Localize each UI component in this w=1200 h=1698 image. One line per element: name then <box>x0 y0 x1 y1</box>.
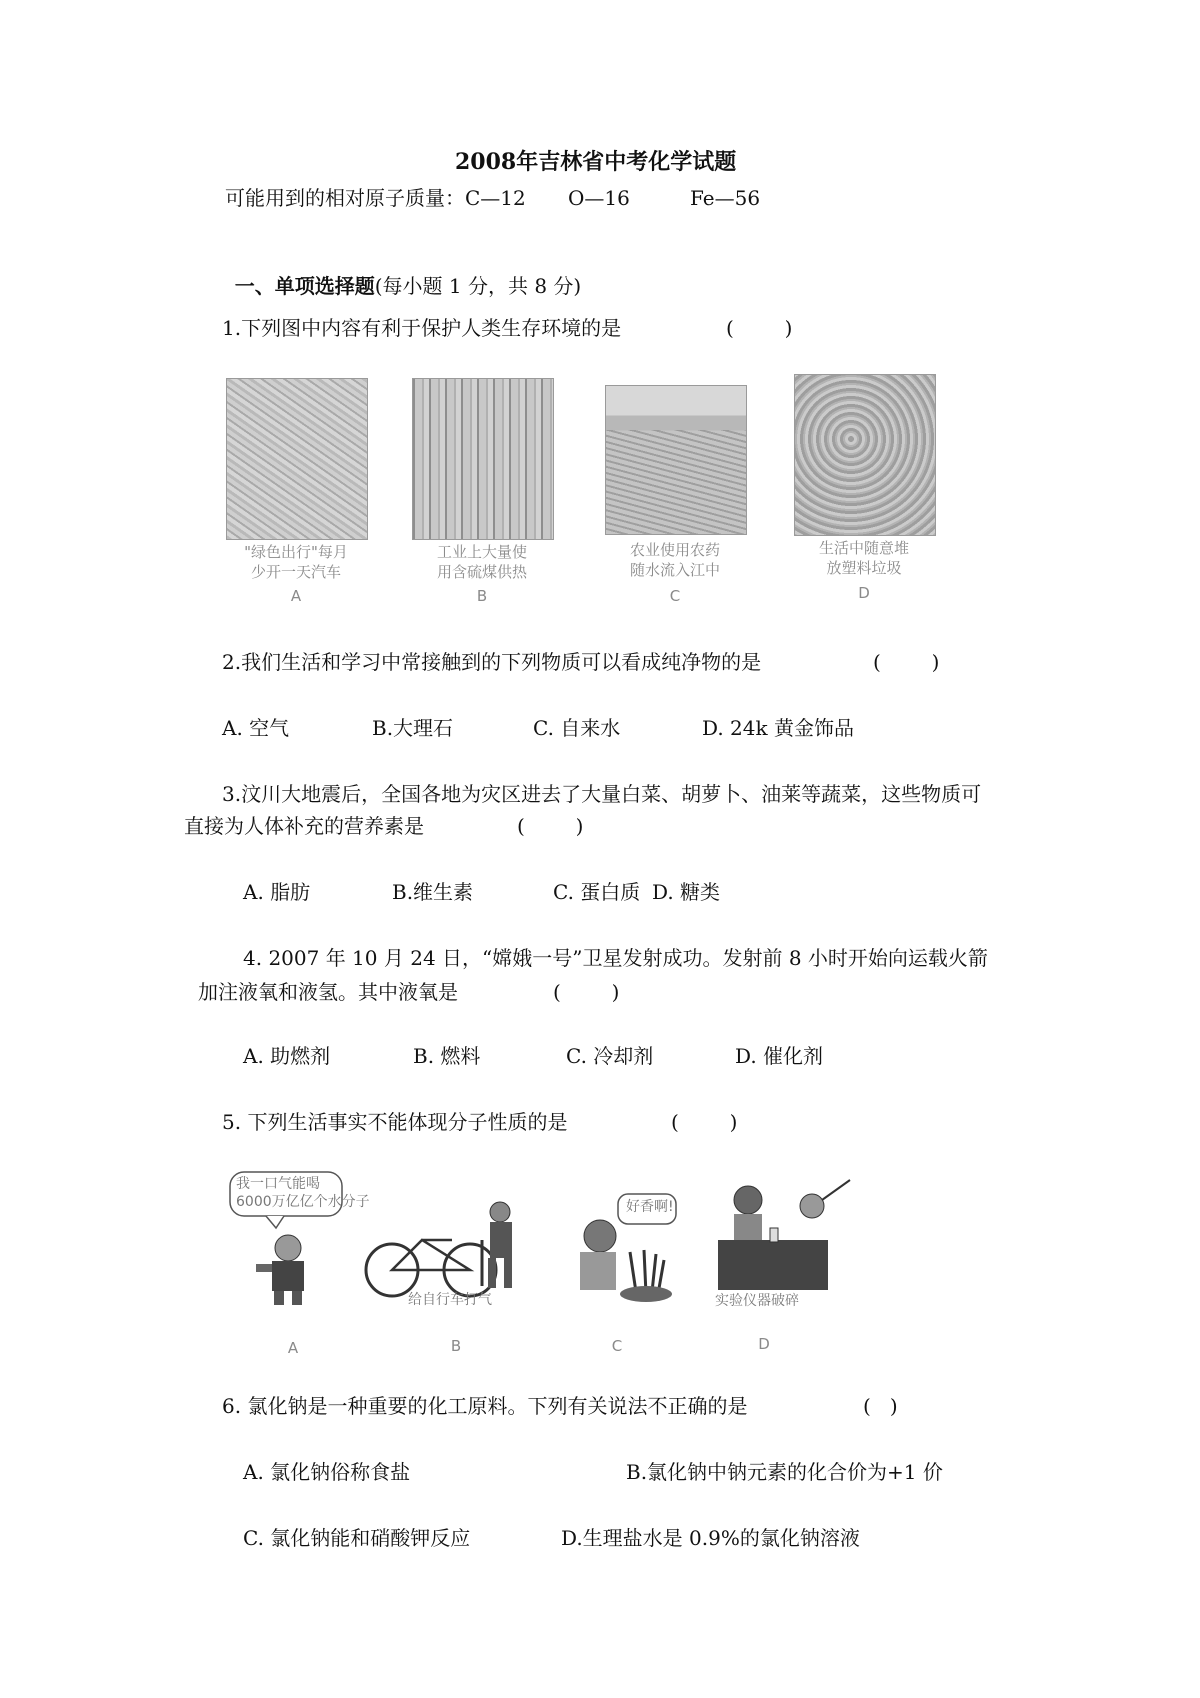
q5-letter-b: B <box>450 1337 462 1355</box>
q1-answer-blank[interactable]: ( ) <box>726 316 793 340</box>
q4-stem-line2: 加注液氧和液氢。其中液氧是 <box>198 980 458 1004</box>
q4-stem-line1: 4. 2007 年 10 月 24 日，“嫦娥一号”卫星发射成功。发射前 8 小时开始向运载火箭 <box>243 946 988 970</box>
section-note: (每小题 1 分，共 8 分) <box>374 274 582 298</box>
q5-caption-d: 实验仪器破碎 <box>715 1293 799 1309</box>
q5-letter-d: D <box>758 1335 770 1353</box>
q1-letter-a: A <box>290 587 302 605</box>
q2-answer-blank[interactable]: ( ) <box>873 650 940 674</box>
atomic-mass-fe: Fe—56 <box>690 186 761 210</box>
q1-image-c <box>605 385 747 535</box>
q6-stem: 6. 氯化钠是一种重要的化工原料。下列有关说法不正确的是 <box>222 1394 748 1418</box>
atomic-mass-label: 可能用到的相对原子质量：C—12 <box>225 186 526 210</box>
q3-option-a[interactable]: A. 脂肪 <box>243 880 311 904</box>
q5-letter-c: C <box>611 1337 623 1355</box>
q1-letter-d: D <box>858 584 870 602</box>
section-title: 一、单项选择题 <box>234 274 375 298</box>
q6-option-a[interactable]: A. 氯化钠俗称食盐 <box>243 1460 411 1484</box>
q1-letter-b: B <box>476 587 488 605</box>
q2-option-d[interactable]: D. 24k 黄金饰品 <box>702 716 854 740</box>
q3-option-d[interactable]: D. 糖类 <box>652 880 721 904</box>
q1-image-a <box>226 378 368 540</box>
q3-answer-blank[interactable]: ( ) <box>517 814 584 838</box>
section-heading <box>222 250 581 298</box>
q5-image-d <box>710 1170 860 1300</box>
q6-option-c[interactable]: C. 氯化钠能和硝酸钾反应 <box>243 1526 471 1550</box>
q5-letter-a: A <box>287 1339 299 1357</box>
q5-stem: 5. 下列生活事实不能体现分子性质的是 <box>222 1110 568 1134</box>
q1-letter-c: C <box>669 587 681 605</box>
q3-option-b[interactable]: B.维生素 <box>392 880 474 904</box>
q4-option-c[interactable]: C. 冷却剂 <box>566 1044 654 1068</box>
q4-option-d[interactable]: D. 催化剂 <box>735 1044 824 1068</box>
q4-answer-blank[interactable]: ( ) <box>553 980 620 1004</box>
q1-caption-b: 工业上大量使 用含硫煤供热 <box>436 543 527 581</box>
q6-option-d[interactable]: D.生理盐水是 0.9%的氯化钠溶液 <box>561 1526 860 1550</box>
q3-option-c[interactable]: C. 蛋白质 <box>553 880 641 904</box>
q4-option-a[interactable]: A. 助燃剂 <box>243 1044 331 1068</box>
atomic-mass-o: O—16 <box>568 186 630 210</box>
q1-caption-d: 生活中随意堆 放塑料垃圾 <box>818 539 909 577</box>
q1-image-d <box>794 374 936 536</box>
q5-bubble-a: 我一口气能喝 6000万亿亿个水分子 <box>236 1176 370 1210</box>
q4-option-b[interactable]: B. 燃料 <box>413 1044 481 1068</box>
q3-stem-line1: 3.汶川大地震后，全国各地为灾区进去了大量白菜、胡萝卜、油莱等蔬菜，这些物质可 <box>222 782 982 806</box>
q1-caption-a: "绿色出行"每月 少开一天汽车 <box>244 543 348 581</box>
q6-option-b[interactable]: B.氯化钠中钠元素的化合价为+1 价 <box>626 1460 943 1484</box>
q1-caption-c: 农业使用农药 随水流入江中 <box>629 541 720 579</box>
q6-answer-blank[interactable]: ( ) <box>863 1394 898 1418</box>
q5-bubble-c: 好香啊! <box>626 1199 674 1215</box>
q2-option-c[interactable]: C. 自来水 <box>533 716 621 740</box>
q2-stem: 2.我们生活和学习中常接触到的下列物质可以看成纯净物的是 <box>222 650 762 674</box>
q5-answer-blank[interactable]: ( ) <box>671 1110 738 1134</box>
q3-stem-line2: 直接为人体补充的营养素是 <box>184 814 424 838</box>
q5-caption-b: 给自行车打气 <box>408 1292 492 1308</box>
q2-option-a[interactable]: A. 空气 <box>222 716 290 740</box>
page-title: 2008年吉林省中考化学试题 <box>455 149 737 175</box>
q1-image-b <box>412 378 554 540</box>
q1-stem: 1.下列图中内容有利于保护人类生存环境的是 <box>222 316 622 340</box>
q2-option-b[interactable]: B.大理石 <box>372 716 454 740</box>
